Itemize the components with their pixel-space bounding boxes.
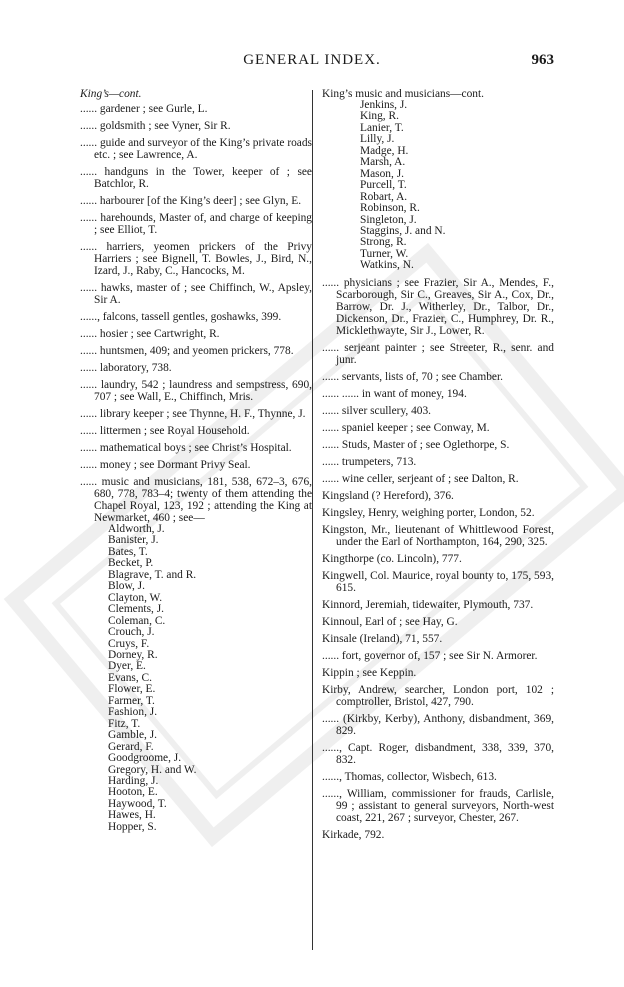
index-entry: ...... harriers, yeomen prickers of the Privy Harriers ; see Bignell, T. Bowles, J., Bird, N., Izard, J., Raby, C., Hancocks, M. xyxy=(80,241,312,277)
index-entry: ...... trumpeters, 713. xyxy=(322,455,417,468)
index-entry: ...... library keeper ; see Thynne, H. F., Thynne, J. xyxy=(80,408,306,420)
column-divider xyxy=(312,90,313,950)
index-entry: ...... silver scullery, 403. xyxy=(322,404,432,417)
musician-name: Evans, C. xyxy=(108,671,152,684)
index-entry: ...... fort, governor of, 157 ; see Sir N. Armorer. xyxy=(322,649,538,662)
musician-name: Haywood, T. xyxy=(108,797,167,810)
index-entry: ...... (Kirkby, Kerby), Anthony, disbandment, 369, 829. xyxy=(322,712,554,737)
musician-name: Crouch, J. xyxy=(108,626,155,639)
musician-name: Blagrave, T. and R. xyxy=(108,568,197,581)
musician-name: Flower, E. xyxy=(108,683,156,696)
index-entry: Kinnoul, Earl of ; see Hay, G. xyxy=(322,615,458,628)
musician-name: Gregory, H. and W. xyxy=(108,763,197,776)
index-entry: ......, falcons, tassell gentles, goshawks, 399. xyxy=(80,311,282,323)
musician-name: Turner, W. xyxy=(360,247,409,260)
index-entry: ...... harbourer [of the King’s deer] ; see Glyn, E. xyxy=(80,195,302,207)
musician-name: Madge, H. xyxy=(360,144,409,157)
musician-name: Watkins, N. xyxy=(360,259,414,272)
index-entry: ...... servants, lists of, 70 ; see Chamber. xyxy=(322,370,503,383)
index-entry: ...... physicians ; see Frazier, Sir A., Mendes, F., Scarborough, Sir C., Greaves, Sir A., Cox, Dr., Barrow, Dr. J., Witherley, Dr., Talbor, Dr., Dickenson, Dr., Frazier, C., Humphrey, Dr. R., Micklethwayte, Sir J., Lower, R. xyxy=(322,276,554,337)
left-column xyxy=(80,88,312,833)
index-entry: ...... laboratory, 738. xyxy=(80,362,172,374)
musician-name: Staggins, J. and N. xyxy=(360,224,446,237)
musician-name: Clayton, W. xyxy=(108,591,163,604)
index-entry: Kingsley, Henry, weighing porter, London, 52. xyxy=(322,506,535,519)
index-entry: ......, Thomas, collector, Wisbech, 613. xyxy=(322,770,497,783)
index-entry: Kingston, Mr., lieutenant of Whittlewood Forest, under the Earl of Northampton, 164, 290, 325. xyxy=(322,523,554,548)
musician-name: Becket, P. xyxy=(108,557,154,570)
musician-name: Bates, T. xyxy=(108,545,148,558)
index-entry: ...... money ; see Dormant Privy Seal. xyxy=(80,459,251,471)
index-entry: ...... goldsmith ; see Vyner, Sir R. xyxy=(80,120,231,132)
musician-name: Dorney, R. xyxy=(108,648,158,661)
musician-name: Lilly, J. xyxy=(360,133,395,146)
index-entry: ...... huntsmen, 409; and yeomen prickers, 778. xyxy=(80,345,294,357)
index-entry: Kirby, Andrew, searcher, London port, 102 ; comptroller, Bristol, 427, 790. xyxy=(322,683,554,708)
musician-name: Gerard, F. xyxy=(108,740,154,753)
index-entry: ...... handguns in the Tower, keeper of ; see Batchlor, R. xyxy=(80,166,312,190)
musician-name: Coleman, C. xyxy=(108,614,166,627)
musician-name: Purcell, T. xyxy=(360,179,407,192)
musician-name: Mason, J. xyxy=(360,167,404,180)
index-entry: ...... guide and surveyor of the King’s private roads etc. ; see Lawrence, A. xyxy=(80,137,312,161)
musician-name: Clements, J. xyxy=(108,603,165,616)
page-header xyxy=(70,52,554,72)
musician-name: Singleton, J. xyxy=(360,213,417,226)
musician-name: Aldworth, J. xyxy=(108,523,165,535)
page-number: 963 xyxy=(531,52,554,68)
entry-heading: King’s—cont. xyxy=(80,88,142,100)
musician-name: Goodgroome, J. xyxy=(108,752,182,765)
index-entry: ...... wine celler, serjeant of ; see Dalton, R. xyxy=(322,472,519,485)
musician-list xyxy=(322,100,554,272)
musician-name: Banister, J. xyxy=(108,534,159,547)
musician-name: Hawes, H. xyxy=(108,809,156,822)
entry-heading: King’s music and musicians—cont. xyxy=(322,88,484,100)
index-entry: Kingsland (? Hereford), 376. xyxy=(322,489,454,502)
index-entry: Kingthorpe (co. Lincoln), 777. xyxy=(322,552,462,565)
index-entry: Kingwell, Col. Maurice, royal bounty to, 175, 593, 615. xyxy=(322,569,554,594)
musician-list xyxy=(80,524,312,833)
index-entry: ...... spaniel keeper ; see Conway, M. xyxy=(322,421,490,434)
musician-name: Harding, J. xyxy=(108,774,159,787)
index-entry: ...... harehounds, Master of, and charge of keeping ; see Elliot, T. xyxy=(80,212,312,236)
index-entry: ...... laundry, 542 ; laundress and sempstress, 690, 707 ; see Wall, E., Chiffinch, Mris. xyxy=(80,379,312,403)
index-entry: Kinsale (Ireland), 71, 557. xyxy=(322,632,443,645)
index-entry: ...... hosier ; see Cartwright, R. xyxy=(80,328,220,340)
index-entry: ...... mathematical boys ; see Christ’s Hospital. xyxy=(80,442,292,454)
musician-name: Lanier, T. xyxy=(360,121,404,134)
musician-name: Dyer, E. xyxy=(108,660,146,673)
musician-name: Fitz, T. xyxy=(108,717,141,730)
index-entry: ......, Capt. Roger, disbandment, 338, 339, 370, 832. xyxy=(322,741,554,766)
musician-name: Hopper, S. xyxy=(108,820,157,833)
musician-name: Farmer, T. xyxy=(108,694,155,707)
right-column xyxy=(322,88,554,846)
musician-name: King, R. xyxy=(360,110,399,123)
musician-name: Robart, A. xyxy=(360,190,408,203)
musician-name: Fashion, J. xyxy=(108,706,158,719)
musician-name: Cruys, F. xyxy=(108,637,150,650)
musician-name: Marsh, A. xyxy=(360,156,406,169)
running-title: GENERAL INDEX. xyxy=(243,52,381,68)
musician-name: Robinson, R. xyxy=(360,202,420,215)
index-entry: ...... hawks, master of ; see Chiffinch, W., Apsley, Sir A. xyxy=(80,282,312,306)
index-entry: ...... music and musicians, 181, 538, 672–3, 676, 680, 778, 783–4; twenty of them attending the Chapel Royal, 123, 192 ; attending the King at Newmarket, 460 ; see— xyxy=(80,476,312,524)
index-entry: Kirkade, 792. xyxy=(322,828,385,841)
musician-name: Blow, J. xyxy=(108,580,145,593)
index-entry: ...... Studs, Master of ; see Oglethorpe, S. xyxy=(322,438,510,451)
index-entry: ...... ...... in want of money, 194. xyxy=(322,387,467,400)
index-entry: ......, William, commissioner for frauds, Carlisle, 99 ; assistant to general surveyors, North-west coast, 221, 267 ; surveyor, Chester, 267. xyxy=(322,787,554,824)
index-entry: ...... gardener ; see Gurle, L. xyxy=(80,103,208,115)
index-entry: Kinnord, Jeremiah, tidewaiter, Plymouth, 737. xyxy=(322,598,534,611)
musician-name: Hooton, E. xyxy=(108,786,158,799)
musician-name: Jenkins, J. xyxy=(360,99,408,111)
index-entry: ...... serjeant painter ; see Streeter, R., senr. and junr. xyxy=(322,341,554,366)
index-entry: Kippin ; see Keppin. xyxy=(322,666,417,679)
musician-name: Strong, R. xyxy=(360,236,407,249)
index-entry: ...... littermen ; see Royal Household. xyxy=(80,425,250,437)
musician-name: Gamble, J. xyxy=(108,729,158,742)
